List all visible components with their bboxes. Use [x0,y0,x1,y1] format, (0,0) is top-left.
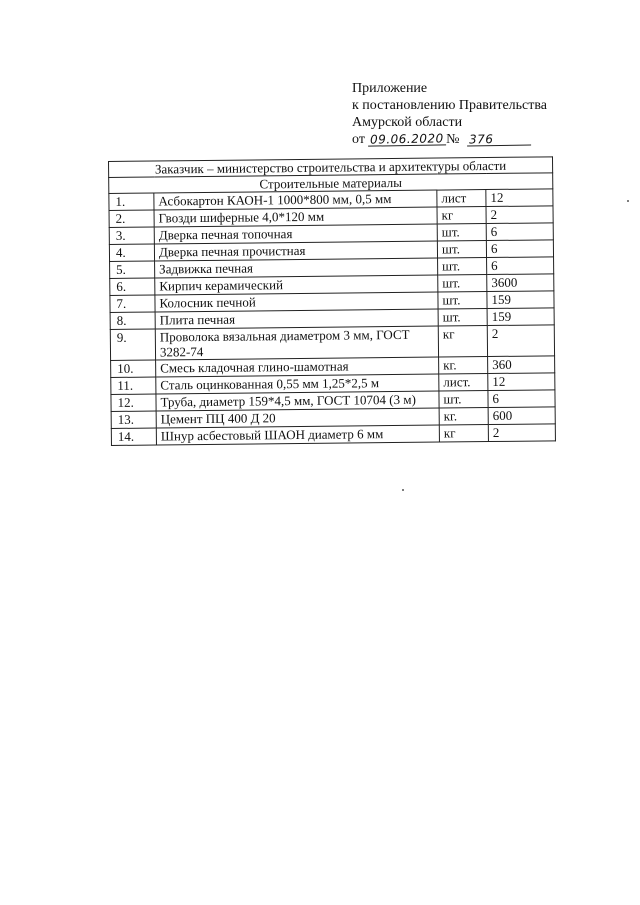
item-unit: лист [437,190,486,208]
item-quantity: 6 [486,240,553,258]
item-name: Плита печная [155,309,438,329]
item-unit: кг. [439,357,488,375]
item-name: Дверка печная топочная [154,224,437,244]
item-quantity: 6 [486,223,553,241]
item-name: Задвижка печная [155,258,438,278]
item-unit: шт. [438,258,487,276]
document-header [352,80,547,148]
resolution-reference: к постановлению Правительства [352,98,548,113]
item-name: Колосник печной [155,292,438,312]
item-name: Дверка печная прочистная [154,241,437,261]
row-number: 13. [111,411,156,428]
row-number: 2. [109,210,154,227]
item-unit: шт. [437,241,486,259]
materials-table [108,156,556,446]
item-unit: шт. [439,391,488,409]
from-label: от [352,132,365,147]
item-quantity: 12 [486,189,553,207]
row-number: 1. [109,193,154,210]
item-name: Труба, диаметр 159*4,5 мм, ГОСТ 10704 (3 м) [156,391,439,411]
row-number: 14. [111,428,156,445]
section-title: Строительные материалы [109,173,553,194]
appendix-label: Приложение [352,81,428,96]
table-row [111,424,555,446]
row-number: 7. [110,295,155,312]
item-quantity: 2 [488,424,555,442]
item-quantity: 600 [488,407,555,425]
item-unit: кг [437,207,486,225]
item-quantity: 159 [487,291,554,309]
item-name: Цемент ПЦ 400 Д 20 [156,408,439,428]
row-number: 10. [111,360,156,377]
item-quantity: 159 [487,308,554,326]
item-unit: кг. [439,408,488,426]
row-number: 4. [109,244,154,261]
item-name: Асбокартон КАОН-1 1000*800 мм, 0,5 мм [154,190,437,210]
date-number-line [352,131,547,148]
item-quantity: 12 [488,373,555,391]
item-unit: шт. [438,292,487,310]
row-number: 11. [111,377,156,394]
materials-table-container [108,156,556,446]
item-name: Проволока вязальная диаметром 3 мм, ГОСТ 3282-74 [155,326,438,360]
handwritten-number: 376 [467,132,531,146]
item-quantity: 360 [488,356,555,374]
item-name: Смесь кладочная глино-шамотная [156,357,439,377]
item-unit: шт. [438,309,487,327]
scan-speck [627,200,629,202]
item-unit: лист. [439,374,488,392]
customer-title: Заказчик – министерство строительства и архитектуры области [109,157,553,178]
item-quantity: 3600 [487,274,554,292]
item-name: Сталь оцинкованная 0,55 мм 1,25*2,5 м [156,374,439,394]
item-unit: шт. [438,275,487,293]
item-quantity: 6 [487,257,554,275]
row-number: 6. [110,278,155,295]
item-name: Шнур асбестовый ШАОН диаметр 6 мм [156,425,439,445]
scan-speck [402,489,404,491]
item-unit: кг [438,326,487,358]
row-number: 5. [110,261,155,278]
table-row [110,325,554,361]
item-unit: кг [439,425,488,443]
item-quantity: 2 [487,325,554,357]
row-number: 12. [111,394,156,411]
number-sign: № [446,132,460,147]
item-name: Гвозди шиферные 4,0*120 мм [154,207,437,227]
handwritten-date: 09.06.2020 [370,131,445,147]
item-quantity: 6 [488,390,555,408]
row-number: 9. [110,329,155,360]
row-number: 8. [110,312,155,329]
region-name: Амурской области [352,115,463,130]
row-number: 3. [109,227,154,244]
item-name: Кирпич керамический [155,275,438,295]
item-unit: шт. [437,224,486,242]
item-quantity: 2 [486,206,553,224]
